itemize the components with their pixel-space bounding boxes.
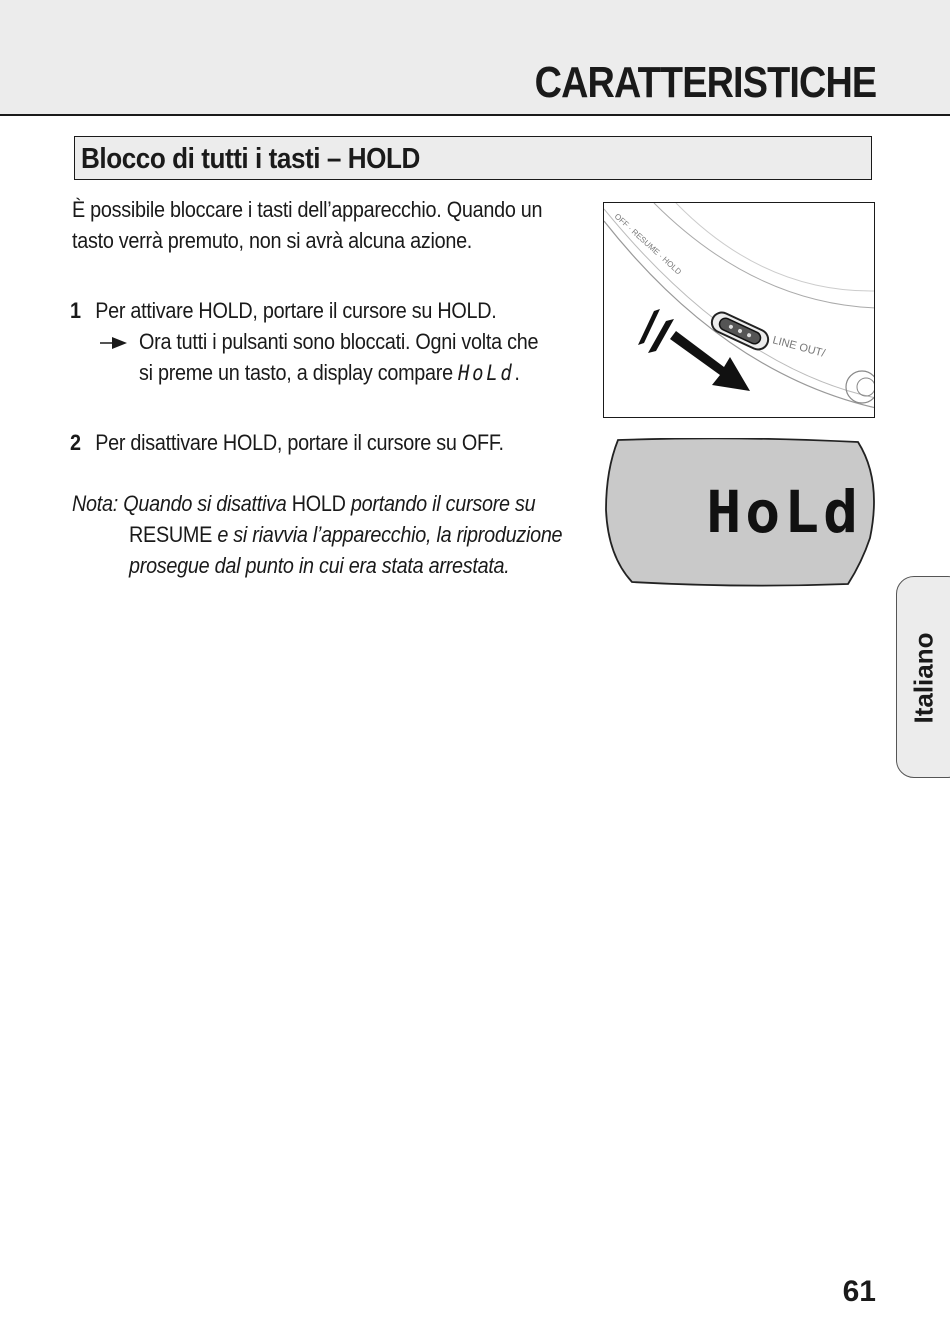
note-part-1: Quando si disattiva bbox=[123, 491, 287, 516]
note-label: Nota: bbox=[72, 491, 118, 516]
switch-labels: OFF · RESUME · HOLD bbox=[612, 211, 684, 277]
page-number: 61 bbox=[842, 1275, 876, 1308]
note-part-2: portando il cursore su bbox=[350, 491, 536, 516]
note-line-3: prosegue dal punto in cui era stata arrestata. bbox=[129, 553, 510, 578]
lcd-screen bbox=[604, 438, 876, 590]
page-title: CARATTERISTICHE bbox=[534, 58, 876, 107]
step-1-result-line-2 bbox=[139, 357, 520, 389]
language-label: Italiano bbox=[908, 632, 939, 724]
step-number: 2 bbox=[70, 430, 81, 455]
note-resume: RESUME bbox=[129, 522, 213, 547]
step-number: 1 bbox=[70, 298, 81, 323]
result-end: . bbox=[514, 360, 520, 385]
section-title: Blocco di tutti i tasti – HOLD bbox=[81, 143, 420, 175]
result-text: si preme un tasto, a display compare bbox=[139, 360, 453, 385]
line-out-label: LINE OUT/ bbox=[771, 334, 827, 360]
intro-line-2: tasto verrà premuto, non si avrà alcuna azione. bbox=[72, 228, 473, 253]
step-1 bbox=[70, 295, 497, 326]
note-part-3: e si riavvia l’apparecchio, la riproduzione bbox=[217, 522, 563, 547]
step-1-result-line-1: Ora tutti i pulsanti sono bloccati. Ogni volta che bbox=[139, 329, 539, 354]
step-text: Per attivare HOLD, portare il cursore su HOLD. bbox=[95, 298, 497, 323]
section-heading-box bbox=[74, 136, 872, 180]
lcd-hold-text: HoLd bbox=[706, 478, 862, 546]
intro-line-1: È possibile bloccare i tasti dell’apparecchio. Quando un bbox=[72, 197, 543, 222]
result-arrow-icon bbox=[100, 336, 128, 350]
step-2 bbox=[70, 427, 504, 458]
note-hold: HOLD bbox=[291, 491, 346, 516]
note-line-1 bbox=[72, 488, 535, 519]
step-text: Per disattivare HOLD, portare il cursore su OFF. bbox=[95, 430, 504, 455]
display-text-inline: HoLd bbox=[458, 361, 515, 385]
player-switch-figure bbox=[603, 202, 875, 418]
player-illustration bbox=[604, 203, 875, 418]
lcd-display-figure bbox=[604, 438, 876, 590]
note-line-2 bbox=[129, 519, 562, 550]
